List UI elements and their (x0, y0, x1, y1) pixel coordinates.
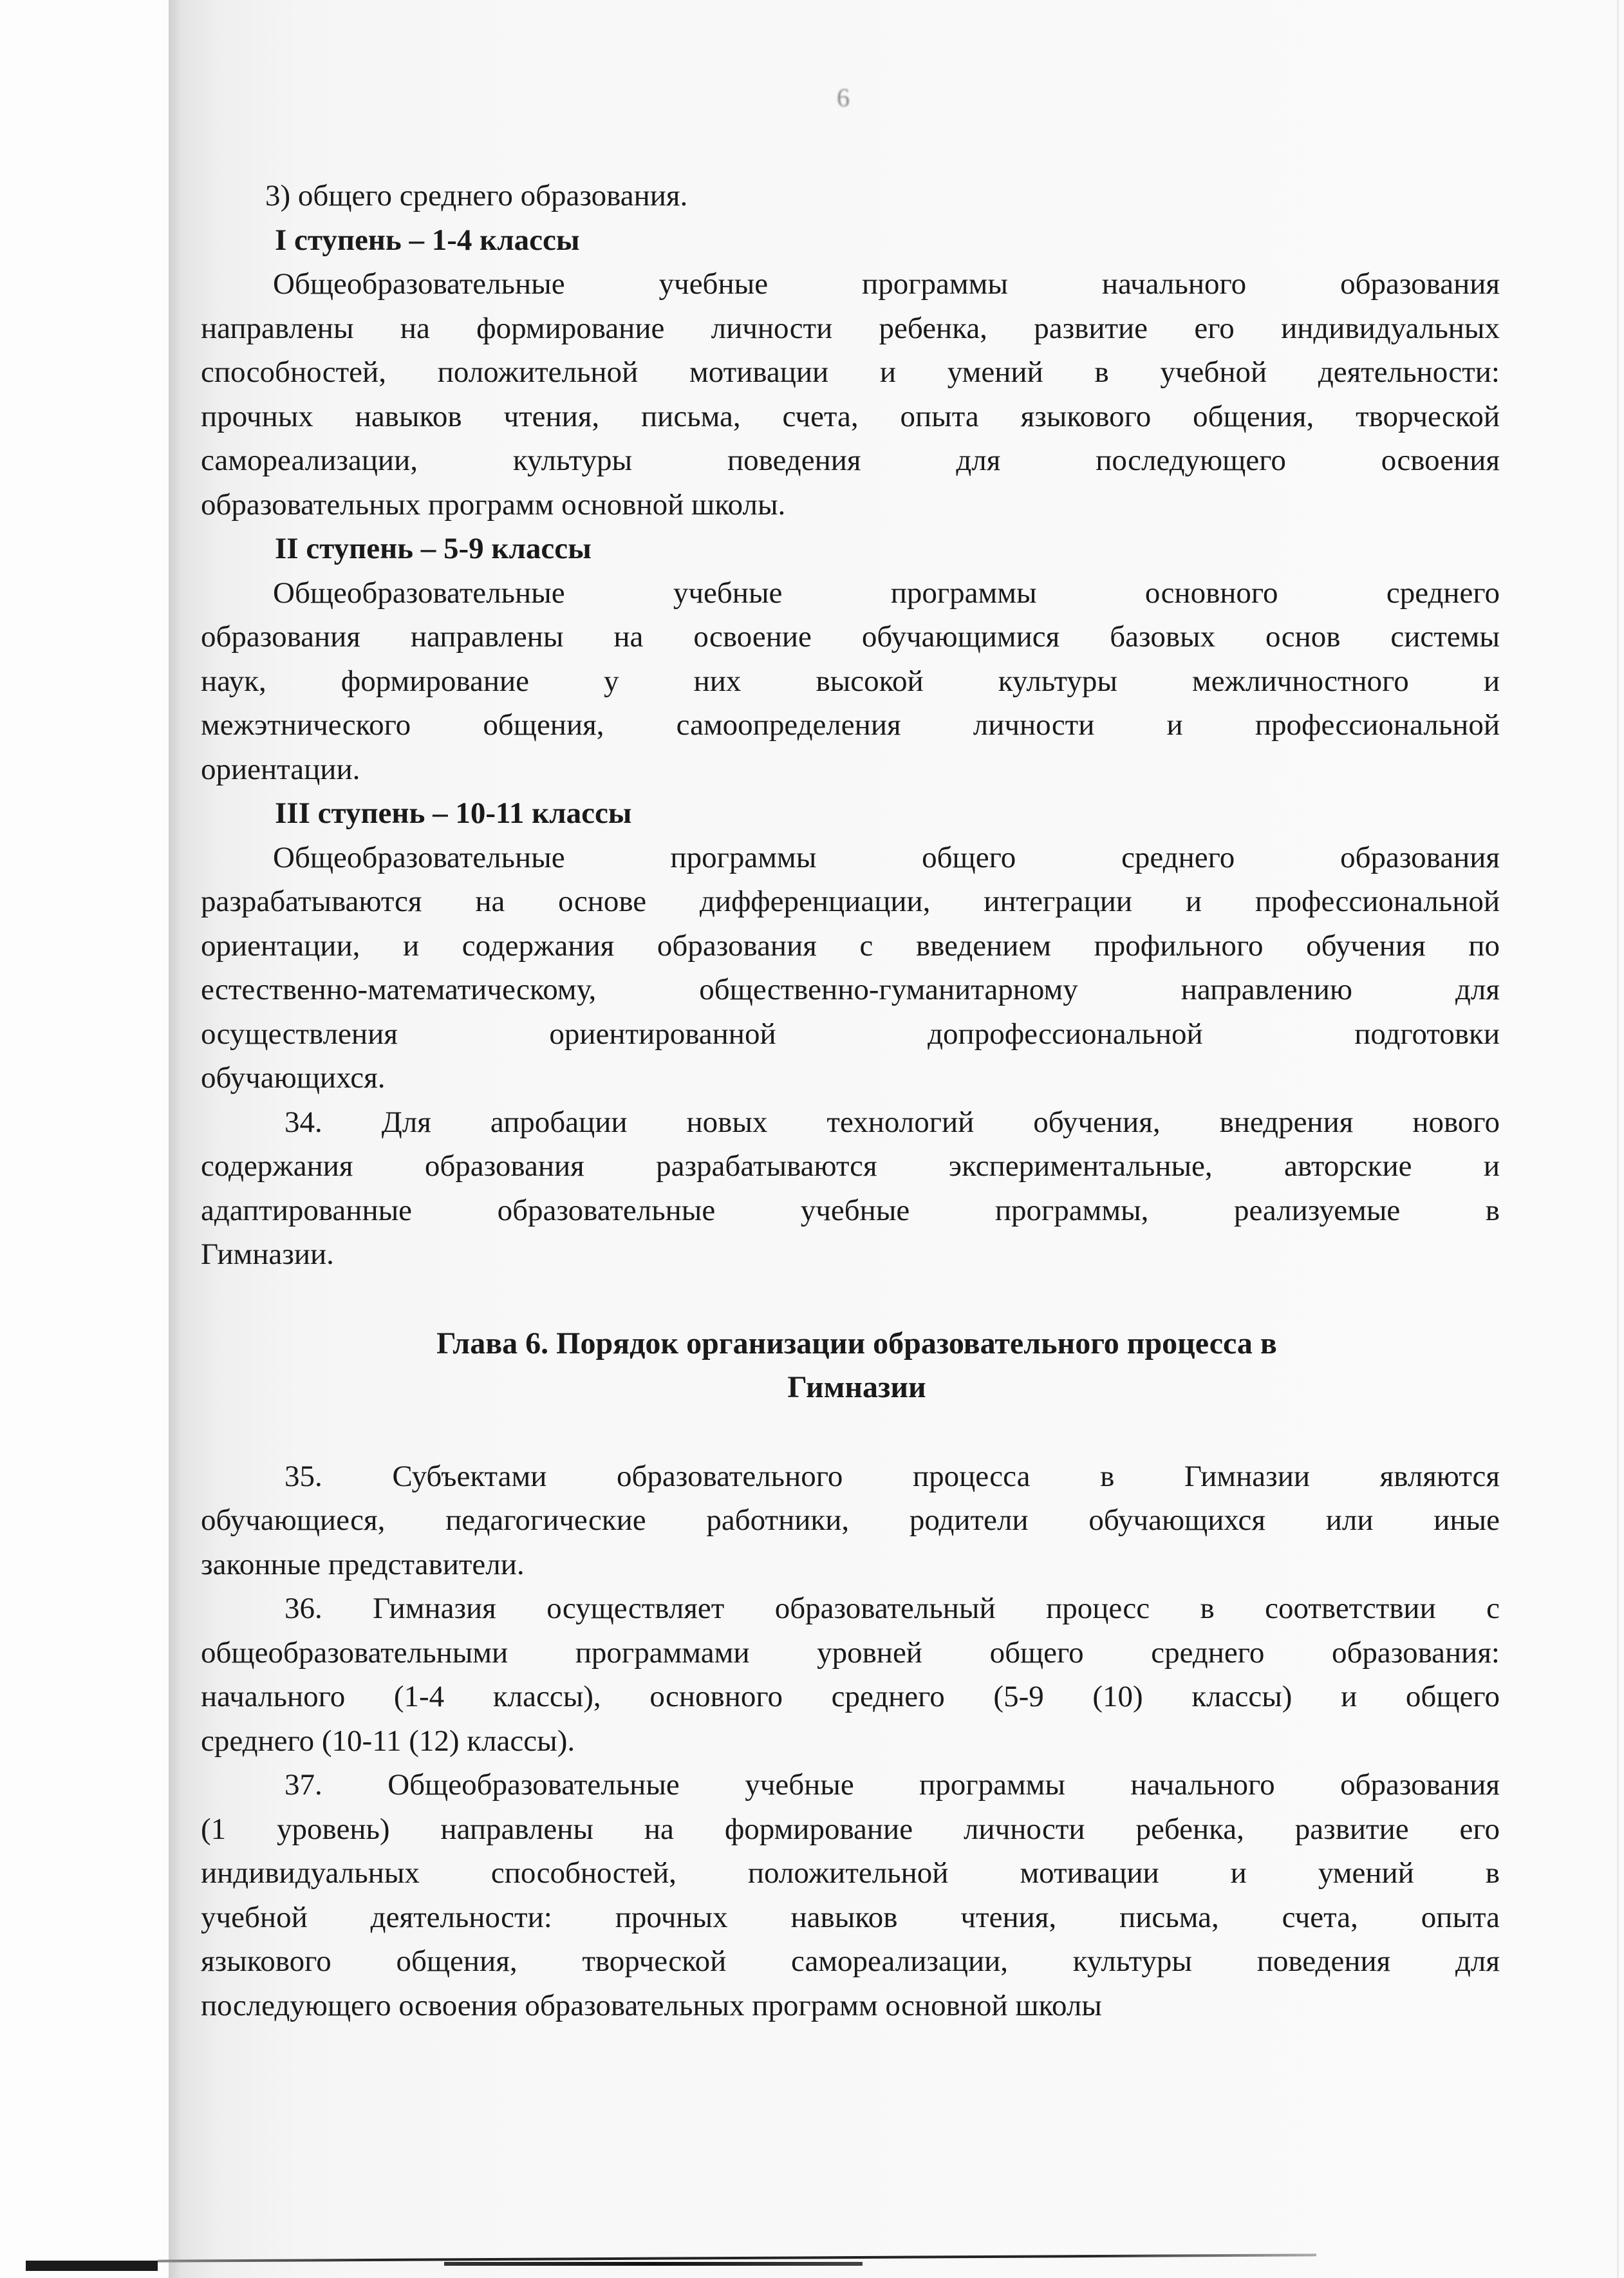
stage-2-section (201, 527, 1500, 791)
text-line: образования направлены на освоение обучающимися базовых основ системы (201, 620, 1500, 654)
text-line: обучающихся. (201, 1061, 386, 1095)
text-line: образовательных программ основной школы. (201, 487, 786, 522)
stage-2-paragraph (201, 571, 1500, 792)
text-line: 36. Гимназия осуществляет образовательный процесс в соответствии с (285, 1592, 1500, 1625)
stage-2-title: II ступень – 5-9 классы (275, 532, 592, 565)
text-line: разрабатываются на основе дифференциации, интеграции и профессиональной (201, 885, 1500, 918)
chapter-heading (201, 1322, 1500, 1409)
text-line: языкового общения, творческой самореализации, культуры поведения для (201, 1944, 1500, 1978)
text-line: среднего (10-11 (12) классы). (201, 1724, 575, 1758)
clause-37 (201, 1763, 1500, 2028)
text-line: наук, формирование у них высокой культуры межличностного и (201, 664, 1500, 698)
text-line: способностей, положительной мотивации и умений в учебной деятельности: (201, 355, 1500, 389)
text-line: Общеобразовательные учебные программы начального образования (273, 267, 1500, 301)
stage-3-paragraph (201, 836, 1500, 1100)
stage-1-section (201, 218, 1500, 527)
text-line: самореализации, культуры поведения для последующего освоения (201, 444, 1500, 477)
text-line: 35. Субъектами образовательного процесса в Гимназии являются (285, 1459, 1500, 1493)
chapter-title-line-2: Гимназии (787, 1370, 926, 1404)
clause-34 (201, 1100, 1500, 1277)
stage-1-title: I ступень – 1-4 классы (275, 223, 580, 257)
text-line: направлены на формирование личности ребенка, развитие его индивидуальных (201, 311, 1500, 345)
page-right-edge (1617, 0, 1619, 2278)
text-line: 37. Общеобразовательные учебные программы начального образования (285, 1768, 1500, 1802)
scan-bottom-edge (26, 2257, 1313, 2266)
text-line: содержания образования разрабатываются экспериментальные, авторские и (201, 1149, 1500, 1183)
stage-1-paragraph (201, 262, 1500, 527)
stage-3-section (201, 791, 1500, 1100)
text-line: межэтнического общения, самоопределения личности и профессиональной (201, 708, 1500, 742)
text-line: ориентации. (201, 752, 360, 786)
scan-left-margin (0, 0, 169, 2278)
scan-edge-line-thick (444, 2262, 863, 2266)
text-line: естественно-математическому, общественно-гуманитарному направлению для (201, 973, 1500, 1006)
text-line: осуществления ориентированной допрофессиональной подготовки (201, 1017, 1500, 1051)
page-content (201, 174, 1500, 2028)
text-line: (1 уровень) направлены на формирование личности ребенка, развитие его (201, 1812, 1500, 1846)
text-line: 34. Для апробации новых технологий обучения, внедрения нового (285, 1105, 1500, 1139)
stage-3-title: III ступень – 10-11 классы (275, 796, 632, 830)
text-line: последующего освоения образовательных программ основной школы (201, 1988, 1102, 2022)
text-line: Общеобразовательные учебные программы основного среднего (273, 576, 1500, 610)
scan-shadow-block (26, 2261, 158, 2271)
text-line: прочных навыков чтения, письма, счета, опыта языкового общения, творческой (201, 399, 1500, 433)
text-line: начального (1-4 классы), основного среднего (5-9 (10) классы) и общего (201, 1680, 1500, 1713)
text-line: законные представители. (201, 1547, 525, 1581)
text-line: общеобразовательными программами уровней общего среднего образования: (201, 1635, 1500, 1670)
text-line: учебной деятельности: прочных навыков чтения, письма, счета, опыта (201, 1900, 1500, 1934)
text-line: Общеобразовательные программы общего среднего образования (273, 840, 1500, 874)
list-item-general-secondary: 3) общего среднего образования. (265, 179, 688, 212)
text-line: ориентации, и содержания образования с введением профильного обучения по (201, 928, 1500, 963)
page-number: 6 (837, 83, 850, 112)
clause-36 (201, 1586, 1500, 1763)
text-line: обучающиеся, педагогические работники, родители обучающихся или иные (201, 1503, 1500, 1537)
text-line: индивидуальных способностей, положительной мотивации и умений в (201, 1856, 1500, 1890)
clause-35 (201, 1454, 1500, 1587)
text-line: адаптированные образовательные учебные программы, реализуемые в (201, 1193, 1500, 1227)
text-line: Гимназии. (201, 1238, 334, 1271)
chapter-title-line-1: Глава 6. Порядок организации образовательного процесса в (436, 1326, 1277, 1360)
